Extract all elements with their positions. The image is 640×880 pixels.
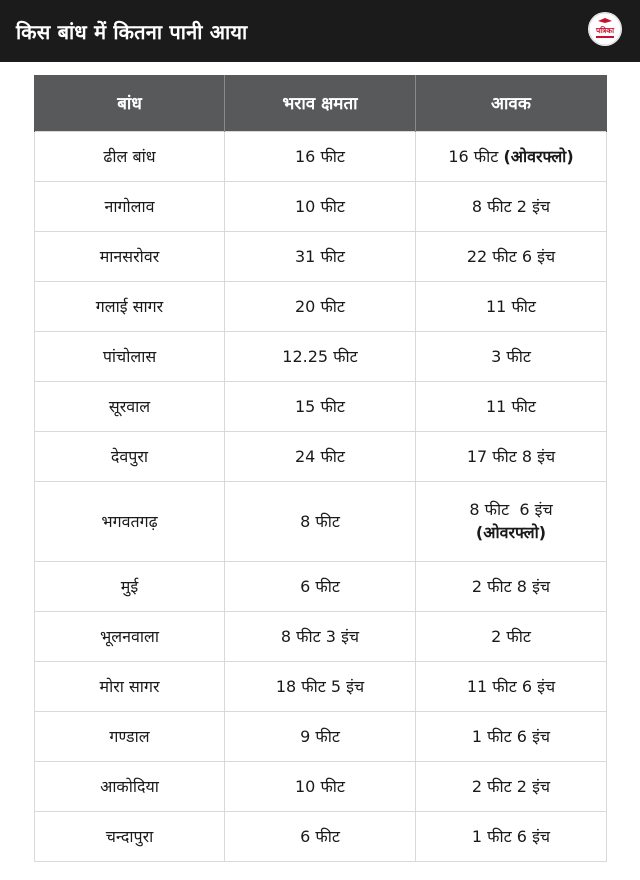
cell-capacity: 10 फीट bbox=[225, 761, 416, 811]
table-header-row bbox=[35, 75, 607, 131]
cell-inflow bbox=[416, 711, 607, 761]
inflow-value: 2 फीट bbox=[491, 626, 531, 646]
table-row bbox=[35, 131, 607, 181]
table-row bbox=[35, 231, 607, 281]
cell-capacity: 8 फीट bbox=[225, 481, 416, 561]
cell-inflow bbox=[416, 281, 607, 331]
cell-inflow bbox=[416, 181, 607, 231]
cell-inflow bbox=[416, 231, 607, 281]
cell-dam-name: मानसरोवर bbox=[35, 231, 225, 281]
overflow-note: (ओवरफ्लो) bbox=[503, 146, 574, 166]
cell-inflow bbox=[416, 431, 607, 481]
inflow-value: 16 फीट bbox=[448, 146, 499, 166]
cell-inflow bbox=[416, 331, 607, 381]
column-header-capacity: भराव क्षमता bbox=[225, 75, 416, 131]
cell-capacity: 12.25 फीट bbox=[225, 331, 416, 381]
inflow-value: 1 फीट 6 इंच bbox=[471, 826, 551, 846]
overflow-note: (ओवरफ्लो) bbox=[475, 523, 547, 542]
table-row bbox=[35, 481, 607, 561]
cell-dam-name: गलाई सागर bbox=[35, 281, 225, 331]
cell-capacity: 20 फीट bbox=[225, 281, 416, 331]
cell-dam-name: मुई bbox=[35, 561, 225, 611]
cell-capacity: 6 फीट bbox=[225, 811, 416, 861]
patrika-logo-icon bbox=[588, 12, 622, 46]
cell-inflow bbox=[416, 661, 607, 711]
inflow-value: 11 फीट 6 इंच bbox=[466, 676, 556, 696]
column-header-inflow: आवक bbox=[416, 75, 607, 131]
table-row bbox=[35, 561, 607, 611]
table-row bbox=[35, 281, 607, 331]
cell-inflow bbox=[416, 761, 607, 811]
cell-capacity: 31 फीट bbox=[225, 231, 416, 281]
cell-dam-name: ढील बांध bbox=[35, 131, 225, 181]
cell-dam-name: पांचोलास bbox=[35, 331, 225, 381]
cell-capacity: 9 फीट bbox=[225, 711, 416, 761]
table-row bbox=[35, 331, 607, 381]
inflow-value: 11 फीट bbox=[486, 296, 536, 316]
header-bar bbox=[0, 0, 640, 62]
cell-inflow bbox=[416, 381, 607, 431]
cell-dam-name: मोरा सागर bbox=[35, 661, 225, 711]
table-body bbox=[35, 131, 607, 861]
cell-capacity: 18 फीट 5 इंच bbox=[225, 661, 416, 711]
inflow-value: 22 फीट 6 इंच bbox=[466, 246, 556, 266]
table-row bbox=[35, 181, 607, 231]
inflow-value: 8 फीट 6 इंच bbox=[469, 500, 553, 519]
inflow-value: 2 फीट 8 इंच bbox=[471, 576, 551, 596]
table-row bbox=[35, 661, 607, 711]
inflow-value: 11 फीट bbox=[486, 396, 536, 416]
cell-inflow bbox=[416, 611, 607, 661]
cell-dam-name: आकोदिया bbox=[35, 761, 225, 811]
table-row bbox=[35, 761, 607, 811]
cell-dam-name: गण्डाल bbox=[35, 711, 225, 761]
cell-capacity: 15 फीट bbox=[225, 381, 416, 431]
table-row bbox=[35, 381, 607, 431]
logo-text: पत्रिका bbox=[595, 26, 615, 35]
inflow-value: 17 फीट 8 इंच bbox=[466, 446, 556, 466]
cell-inflow bbox=[416, 561, 607, 611]
table-row bbox=[35, 711, 607, 761]
inflow-value: 1 फीट 6 इंच bbox=[471, 726, 551, 746]
table-row bbox=[35, 611, 607, 661]
cell-inflow bbox=[416, 131, 607, 181]
cell-capacity: 8 फीट 3 इंच bbox=[225, 611, 416, 661]
cell-dam-name: नागोलाव bbox=[35, 181, 225, 231]
cell-inflow bbox=[416, 811, 607, 861]
cell-dam-name: देवपुरा bbox=[35, 431, 225, 481]
inflow-value: 2 फीट 2 इंच bbox=[471, 776, 551, 796]
table-row bbox=[35, 811, 607, 861]
cell-dam-name: चन्दापुरा bbox=[35, 811, 225, 861]
cell-dam-name: भूलनवाला bbox=[35, 611, 225, 661]
dam-inflow-table bbox=[34, 75, 607, 862]
cell-capacity: 10 फीट bbox=[225, 181, 416, 231]
page-title: किस बांध में कितना पानी आया bbox=[16, 19, 248, 44]
cell-capacity: 16 फीट bbox=[225, 131, 416, 181]
cell-dam-name: भगवतगढ़ bbox=[35, 481, 225, 561]
column-header-dam: बांध bbox=[35, 75, 225, 131]
cell-inflow bbox=[416, 481, 607, 561]
dam-table-container bbox=[34, 75, 606, 862]
inflow-value: 8 फीट 2 इंच bbox=[471, 196, 551, 216]
table-row bbox=[35, 431, 607, 481]
cell-capacity: 6 फीट bbox=[225, 561, 416, 611]
inflow-value: 3 फीट bbox=[491, 346, 531, 366]
cell-capacity: 24 फीट bbox=[225, 431, 416, 481]
cell-dam-name: सूरवाल bbox=[35, 381, 225, 431]
patrika-logo bbox=[588, 12, 622, 46]
